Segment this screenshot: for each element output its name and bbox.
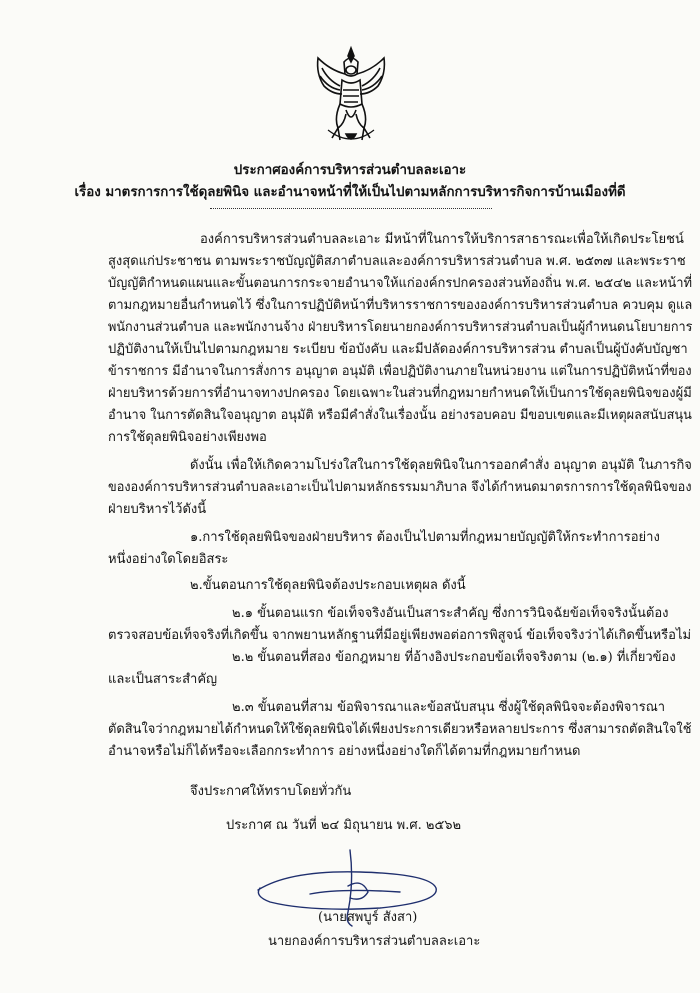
body-line: การใช้ดุลยพินิจอย่างเพียงพอ	[108, 430, 267, 445]
body-line: ฝ่ายบริหารไว้ดังนี้	[108, 502, 207, 517]
body-line: อำนาจหรือไม่ก็ได้หรือจะเลือกกระทำการ อย่างหนึ่งอย่างใดก็ได้ตามที่กฎหมายกำหนด	[108, 744, 581, 759]
document-title: ประกาศองค์การบริหารส่วนตำบลละเอาะ	[233, 162, 467, 178]
body-line: อำนาจ ในการตัดสินใจอนุญาต อนุมัติ หรือมีคำสั่งในเรื่องนั้น อย่างรอบคอบ มีขอบเขตและมีเหตุผลสนับสนุน	[108, 408, 692, 423]
document-subject: เรื่อง มาตรการการใช้ดุลยพินิจ และอำนาจหน้าที่ให้เป็นไปตามหลักการบริหารกิจการบ้านเมืองที่ดี	[74, 184, 626, 200]
body-line: สูงสุดแก่ประชาชน ตามพระราชบัญญัติสภาตำบลและองค์การบริหารส่วนตำบล พ.ศ. ๒๕๓๗ และพระราช	[108, 254, 686, 269]
body-line: ตรวจสอบข้อเท็จจริงที่เกิดขึ้น จากพยานหลักฐานที่มีอยู่เพียงพอต่อการพิสูจน์ ข้อเท็จจริงว่าได้เกิดขึ้นหรือไม่	[108, 628, 692, 643]
body-line: ฝ่ายบริหารด้วยการที่อำนาจทางปกครอง โดยเฉพาะในส่วนที่กฎหมายกำหนดให้เป็นการใช้ดุลยพินิจของผู้มี	[108, 386, 692, 401]
body-line: ขององค์การบริหารส่วนตำบลละเอาะเป็นไปตามหลักธรรมมาภิบาล จึงได้กำหนดมาตรการการใช้ดุลพินิจของ	[108, 480, 692, 495]
body-line: ตามกฎหมายอื่นกำหนดไว้ ซึ่งในการปฏิบัติหน้าที่บริหารราชการขององค์การบริหารส่วนตำบล ควบคุม ดูแล	[108, 298, 693, 313]
body-line: ตัดสินใจว่ากฎหมายได้กำหนดให้ใช้ดุลยพินิจได้เพียงประการเดียวหรือหลายประการ ซึ่งสามารถตัดสินใจใช้	[108, 722, 692, 737]
date-line: ประกาศ ณ วันที่ ๒๔ มิถุนายน พ.ศ. ๒๕๖๒	[226, 818, 462, 833]
body-line: ปฏิบัติงานให้เป็นไปตามกฎหมาย ระเบียบ ข้อบังคับ และมีปลัดองค์การบริหารส่วน ตำบลเป็นผู้บังคับบัญชา	[108, 342, 688, 357]
announce-line: จึงประกาศให้ทราบโดยทั่วกัน	[190, 784, 352, 799]
measure-item-2: ๒.ขั้นตอนการใช้ดุลยพินิจต้องประกอบเหตุผล ดังนี้	[190, 578, 466, 593]
body-line: ดังนั้น เพื่อให้เกิดความโปร่งใสในการใช้ดุลยพินิจในการออกคำสั่ง อนุญาต อนุมัติ ในภารกิจ	[190, 458, 692, 473]
measure-item-1: ๑.การใช้ดุลยพินิจของฝ่ายบริหาร ต้องเป็นไปตามที่กฎหมายบัญญัติให้กระทำการอย่าง	[190, 530, 660, 545]
body-line: บัญญัติกำหนดแผนและขั้นตอนการกระจายอำนาจให้แก่องค์กรปกครองส่วนท้องถิ่น พ.ศ. ๒๕๔๒ และหน้าที่	[108, 276, 693, 291]
title-divider	[210, 208, 492, 209]
signer-title: นายกองค์การบริหารส่วนตำบลละเอาะ	[268, 934, 481, 949]
garuda-emblem-icon	[310, 44, 392, 148]
signer-name: (นายสพบูร์ สังสา)	[318, 910, 418, 925]
measure-item-2-1: ๒.๑ ขั้นตอนแรก ข้อเท็จจริงอันเป็นสาระสำคัญ ซึ่งการวินิจฉัยข้อเท็จจริงนั้นต้อง	[232, 606, 669, 621]
measure-item-2-2: ๒.๒ ขั้นตอนที่สอง ข้อกฎหมาย ที่อ้างอิงประกอบข้อเท็จจริงตาม (๒.๑) ที่เกี่ยวข้อง	[232, 650, 676, 665]
body-line: และเป็นสาระสำคัญ	[108, 672, 218, 687]
body-line: พนักงานส่วนตำบล และพนักงานจ้าง ฝ่ายบริหารโดยนายกองค์การบริหารส่วนตำบลเป็นผู้กำหนดนโยบายการ	[108, 320, 693, 335]
body-line: ข้าราชการ มีอำนาจในการสั่งการ อนุญาต อนุมัติ เพื่อปฏิบัติงานภายในหน่วยงาน แต่ในการปฏิบัติหน้าที่ของ	[108, 364, 692, 379]
body-line: หนึ่งอย่างใดโดยอิสระ	[108, 552, 229, 567]
measure-item-2-3: ๒.๓ ขั้นตอนที่สาม ข้อพิจารณาและข้อสนับสนุน ซึ่งผู้ใช้ดุลพินิจจะต้องพิจารณา	[232, 700, 666, 715]
body-line: องค์การบริหารส่วนตำบลละเอาะ มีหน้าที่ในการให้บริการสาธารณะเพื่อให้เกิดประโยชน์	[200, 232, 684, 247]
